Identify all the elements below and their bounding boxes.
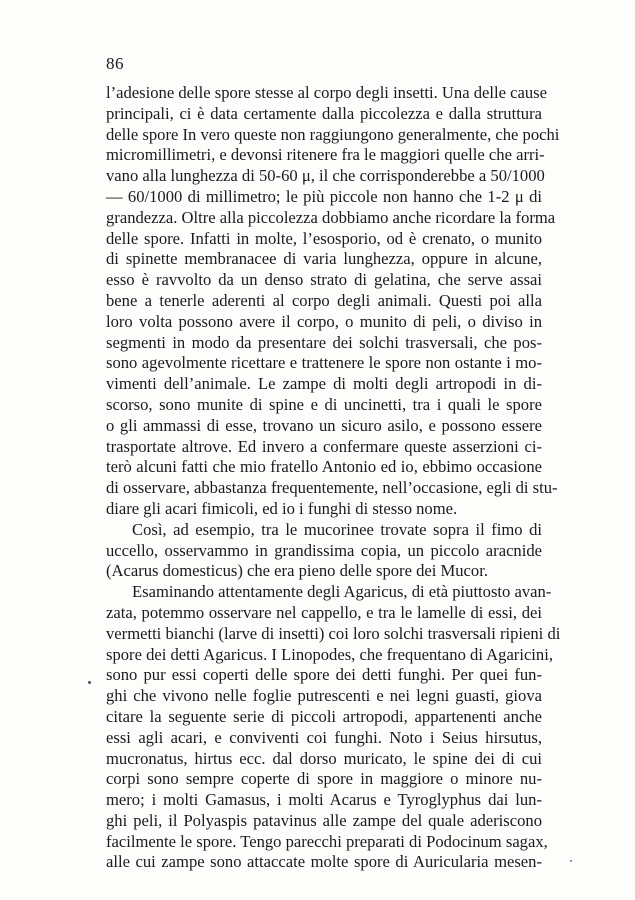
text-line: essi agli acari, e conviventi coi funghi. Noto i Seius hirsutus, — [106, 727, 542, 747]
text-line: ghi che vivono nelle foglie putrescenti e nei legni guasti, giova — [106, 686, 542, 706]
ink-speck — [88, 681, 91, 684]
text-line: mero; i molti Gamasus, i molti Acarus e Tyroglyphus dai lun- — [106, 790, 542, 810]
text-line: facilmente le spore. Tengo parecchi preparati di Podocinum sagax, — [106, 831, 548, 851]
text-line: l’adesione delle spore stesse al corpo degli insetti. Una delle cause — [106, 83, 547, 102]
page-number: 86 — [106, 54, 124, 73]
ink-speck — [570, 860, 572, 862]
text-line: uccello, osservammo in grandissima copia, un piccolo aracnide — [106, 540, 542, 560]
text-line: vimenti dell’animale. Le zampe di molti degli artropodi in di- — [106, 374, 542, 394]
text-line: di spinette membranacee di varia lunghezza, oppure in alcune, — [106, 249, 542, 269]
text-line: di osservare, abbastanza frequentemente, nell’occasione, egli di stu- — [106, 478, 558, 498]
body-text — [106, 83, 561, 873]
text-line: ghi peli, il Polyaspis patavinus alle zampe del quale aderiscono — [106, 810, 542, 830]
text-line: Esaminando attentamente degli Agaricus, di età piuttosto avan- — [132, 582, 552, 602]
text-line: terò alcuni fatti che mio fratello Antonio ed io, ebbimo occasione — [106, 457, 542, 477]
text-line: o gli ammassi di esse, trovano un sicuro asilo, e possono essere — [106, 415, 542, 435]
text-line: Così, ad esempio, tra le mucorinee trovate sopra il fimo di — [132, 519, 542, 539]
text-line: trasportate altrove. Ed invero a confermare queste asserzioni ci- — [106, 436, 542, 456]
text-line: principali, ci è data certamente dalla piccolezza e dalla struttura — [106, 103, 542, 123]
text-line: — 60/1000 di millimetro; le più piccole non hanno che 1-2 μ di — [106, 186, 542, 206]
text-line: (Acarus domesticus) che era pieno delle spore dei Mucor. — [106, 561, 488, 581]
text-line: bene a tenerle aderenti al corpo degli animali. Questi poi alla — [106, 290, 542, 310]
text-line: delle spore. Infatti in molte, l’esosporio, od è crenato, o munito — [106, 228, 542, 248]
text-line: diare gli acari fimicoli, ed io i funghi di stesso nome. — [106, 498, 458, 518]
text-line: sono agevolmente ricettare e trattenere le spore non ostante i mo- — [106, 353, 542, 373]
text-line: scorso, sono munite di spine e di uncinetti, tra i quali le spore — [106, 394, 542, 414]
text-line: vano alla lunghezza di 50-60 μ, il che corrisponderebbe a 50/1000 — [106, 166, 545, 186]
text-line: grandezza. Oltre alla piccolezza dobbiamo anche ricordare la forma — [106, 207, 556, 227]
text-line: alle cui zampe sono attaccate molte spore di Auricularia mesen- — [106, 852, 542, 872]
text-line: sono pur essi coperti delle spore dei detti funghi. Per quei fun- — [106, 665, 542, 685]
text-line: spore dei detti Agaricus. I Linopodes, che frequentano di Agaricini, — [106, 644, 553, 664]
text-line: mucronatus, hirtus ecc. dal dorso muricato, le spine dei di cui — [106, 748, 542, 768]
text-line: segmenti in modo da presentare dei solchi trasversali, che pos- — [106, 332, 542, 352]
text-line: delle spore In vero queste non raggiungono generalmente, che pochi — [106, 124, 560, 144]
text-line: vermetti bianchi (larve di insetti) coi loro solchi trasversali ripieni di — [106, 623, 561, 643]
text-line: micromillimetri, e devonsi ritenere fra le maggiori quelle che arri- — [106, 145, 545, 165]
text-line: zata, potemmo osservare nel cappello, e tra le lamelle di essi, dei — [106, 602, 542, 622]
text-line: loro volta possono avere il corpo, o munito di peli, o diviso in — [106, 311, 542, 331]
text-line: corpi sono sempre coperte di spore in maggiore o minore nu- — [106, 769, 542, 789]
text-line: esso è ravvolto da un denso strato di gelatina, che serve assai — [106, 270, 542, 290]
text-line: citare la seguente serie di piccoli artropodi, appartenenti anche — [106, 706, 542, 726]
